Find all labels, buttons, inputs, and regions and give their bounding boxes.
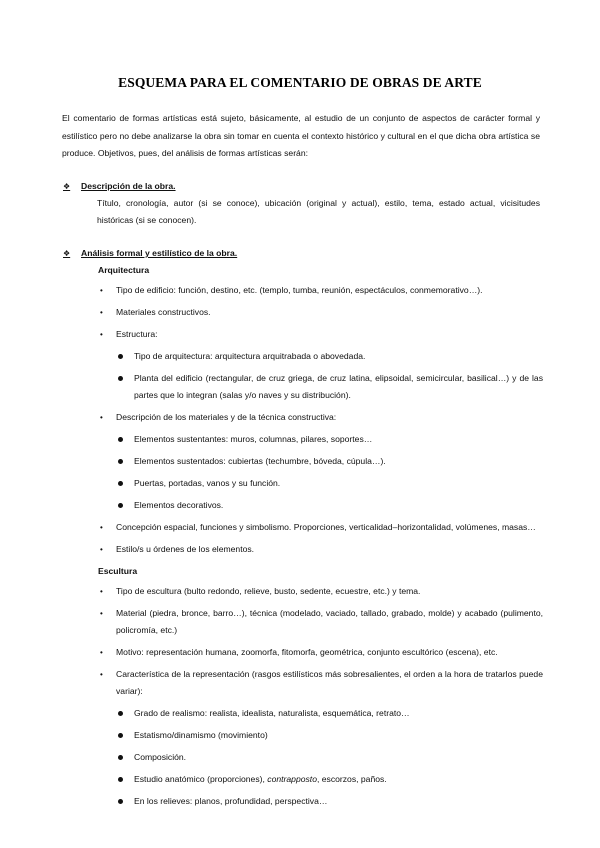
analysis-list	[98, 262, 543, 815]
diamond-bullet-icon: ❖	[63, 249, 71, 258]
list-item-text: Material (piedra, bronce, barro…), técnica (modelado, vaciado, tallado, grabado, molde) y acabado (pulimento, policromía, etc.)	[116, 608, 543, 635]
list-item-text: Concepción espacial, funciones y simbolismo. Proporciones, verticalidad–horizontalidad, volúmenes, masas…	[116, 522, 536, 532]
dot-bullet-icon	[118, 459, 123, 464]
sub-list-item	[98, 348, 543, 365]
dot-bullet-icon	[118, 777, 123, 782]
sub-list-item	[98, 749, 543, 766]
sub-list-item	[98, 727, 543, 744]
section-heading-text: Descripción de la obra.	[81, 181, 176, 191]
sub-list-item	[98, 453, 543, 470]
list-item-text: Estructura:	[116, 329, 158, 339]
sub-list-item	[98, 497, 543, 514]
sub-list-item	[98, 705, 543, 722]
dot-bullet-icon	[118, 503, 123, 508]
dot-bullet-icon	[118, 711, 123, 716]
sub-item-text: Elementos decorativos.	[134, 500, 224, 510]
bullet-icon: •	[100, 523, 103, 532]
italic-term: contrapposto	[267, 774, 317, 784]
dot-bullet-icon	[118, 376, 123, 381]
section-heading-analisis	[63, 245, 237, 262]
list-item-text: Materiales constructivos.	[116, 307, 211, 317]
list-item	[98, 282, 543, 299]
list-item	[98, 519, 543, 536]
bullet-icon: •	[100, 308, 103, 317]
sub-list-item	[98, 793, 543, 810]
list-item-text: Descripción de los materiales y de la técnica constructiva:	[116, 412, 337, 422]
sub-item-text: Planta del edificio (rectangular, de cruz griega, de cruz latina, elipsoidal, semicircular, basilical…) y de las partes que lo integran (salas y/o naves y su distribución).	[134, 373, 543, 400]
sub-item-text: Estatismo/dinamismo (movimiento)	[134, 730, 268, 740]
subheading-escultura: Escultura	[98, 566, 138, 576]
section-heading-descripcion	[63, 178, 176, 195]
diamond-bullet-icon: ❖	[63, 182, 71, 191]
list-item	[98, 644, 543, 661]
sub-list-item	[98, 771, 543, 788]
sub-list-item	[98, 431, 543, 448]
bullet-icon: •	[100, 545, 103, 554]
bullet-icon: •	[100, 670, 103, 679]
sub-list-item	[98, 370, 543, 404]
list-item-text: Estilo/s u órdenes de los elementos.	[116, 544, 255, 554]
list-item	[98, 583, 543, 600]
list-item-text: Característica de la representación (rasgos estilísticos más sobresalientes, el orden a la hora de tratarlos puede variar):	[116, 669, 543, 696]
dot-bullet-icon	[118, 437, 123, 442]
list-item	[98, 605, 543, 639]
dot-bullet-icon	[118, 799, 123, 804]
intro-paragraph: El comentario de formas artísticas está sujeto, básicamente, al estudio de un conjunto de aspectos de carácter formal y estilístico pero no debe analizarse la obra sin tomar en cuenta el contexto histórico y cultural en el que dicha obra artística se produce. Objetivos, pues, del análisis de formas artísticas serán:	[62, 113, 540, 158]
sub-item-text: Estudio anatómico (proporciones),	[134, 774, 268, 784]
list-item	[98, 409, 543, 426]
list-item	[98, 326, 543, 343]
list-item	[98, 666, 543, 700]
list-item	[98, 541, 543, 558]
list-item-text: Motivo: representación humana, zoomorfa, fitomorfa, geométrica, conjunto escultórico (escena), etc.	[116, 647, 498, 657]
page-title: ESQUEMA PARA EL COMENTARIO DE OBRAS DE ARTE	[118, 75, 482, 90]
bullet-icon: •	[100, 330, 103, 339]
section-heading-text: Análisis formal y estilístico de la obra.	[81, 248, 238, 258]
sub-item-text: En los relieves: planos, profundidad, perspectiva…	[134, 796, 328, 806]
sub-item-text: , escorzos, paños.	[316, 774, 387, 784]
sub-item-text: Composición.	[134, 752, 187, 762]
dot-bullet-icon	[118, 354, 123, 359]
sub-item-text: Tipo de arquitectura: arquitectura arquitrabada o abovedada.	[134, 351, 366, 361]
bullet-icon: •	[100, 609, 103, 618]
dot-bullet-icon	[118, 755, 123, 760]
bullet-icon: •	[100, 587, 103, 596]
sub-item-text: Elementos sustentantes: muros, columnas, pilares, soportes…	[134, 434, 373, 444]
sub-item-text: Elementos sustentados: cubiertas (techumbre, bóveda, cúpula…).	[134, 456, 386, 466]
bullet-icon: •	[100, 286, 103, 295]
sub-item-text: Grado de realismo: realista, idealista, naturalista, esquemática, retrato…	[134, 708, 410, 718]
description-paragraph: Título, cronología, autor (si se conoce), ubicación (original y actual), estilo, tema, estado actual, vicisitudes históricas (si se conocen).	[97, 198, 540, 225]
dot-bullet-icon	[118, 481, 123, 486]
list-item	[98, 304, 543, 321]
sub-item-text: Puertas, portadas, vanos y su función.	[134, 478, 281, 488]
dot-bullet-icon	[118, 733, 123, 738]
list-item-text: Tipo de escultura (bulto redondo, relieve, busto, sedente, ecuestre, etc.) y tema.	[116, 586, 421, 596]
bullet-icon: •	[100, 648, 103, 657]
subheading-arquitectura: Arquitectura	[98, 265, 150, 275]
list-item-text: Tipo de edificio: función, destino, etc. (templo, tumba, reunión, espectáculos, conmemorativo…).	[116, 285, 483, 295]
bullet-icon: •	[100, 413, 103, 422]
sub-list-item	[98, 475, 543, 492]
